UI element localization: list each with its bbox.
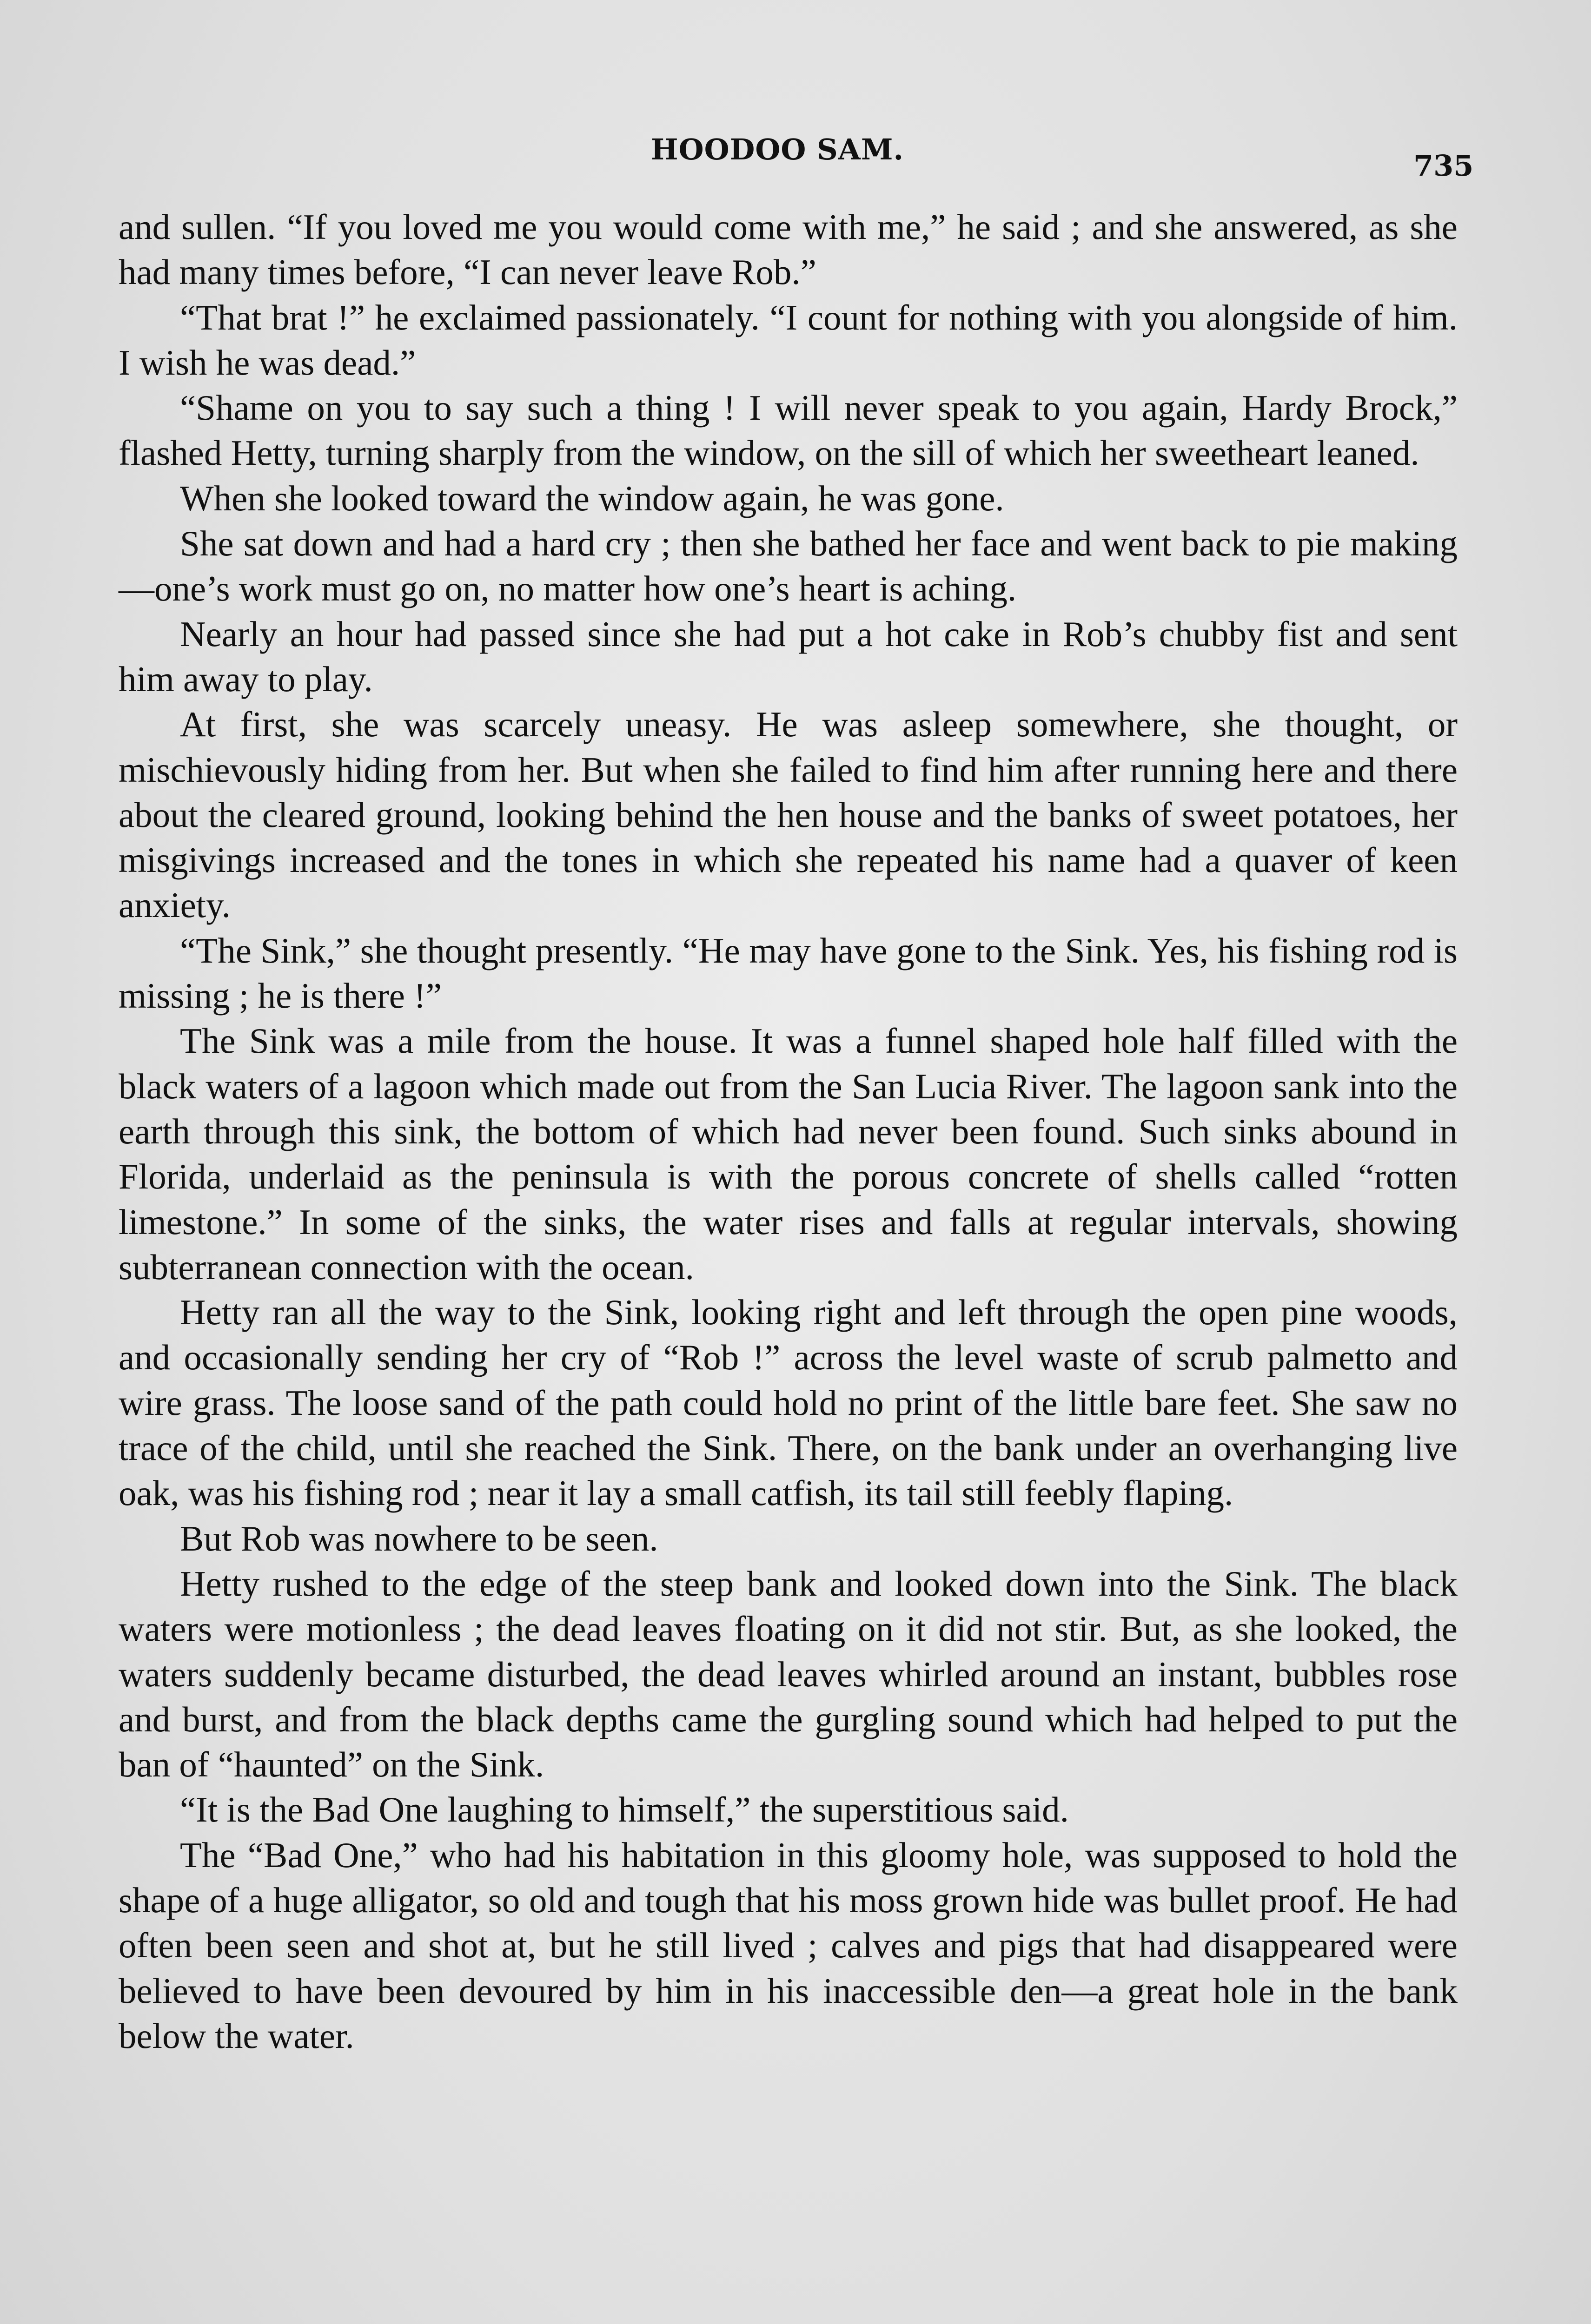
paragraph: At first, she was scarcely uneasy. He was asleep somewhere, she thought, or mischievously hiding from her. But when she failed to find him after running here and there about the cleared ground, looking behind the hen house and the banks of sweet potatoes, her misgivings increased and the tones in which she repeated his name had a quaver of keen anxiety. xyxy=(119,704,1458,925)
paragraph: “That brat !” he exclaimed passionately. “I count for nothing with you alongside of him. I wish he was dead.” xyxy=(119,297,1458,383)
paragraph: Nearly an hour had passed since she had put a hot cake in Rob’s chubby fist and sent him away to play. xyxy=(119,614,1458,699)
page-number: 735 xyxy=(1413,149,1474,183)
paragraph: “The Sink,” she thought presently. “He may have gone to the Sink. Yes, his fishing rod is missing ; he is there !” xyxy=(119,930,1458,1016)
paragraph: Hetty ran all the way to the Sink, looking right and left through the open pine woods, and occasionally sending her cry of “Rob !” across the level waste of scrub palmetto and wire grass. The loose sand of the path could hold no print of the little bare feet. She saw no trace of the child, until she reached the Sink. There, on the bank under an overhanging live oak, was his fishing rod ; near it lay a small catfish, its tail still feebly flaping. xyxy=(119,1292,1458,1513)
running-head: HOODOO SAM. xyxy=(651,132,904,166)
paragraph: But Rob was nowhere to be seen. xyxy=(180,1518,658,1558)
paragraph: When she looked toward the window again, he was gone. xyxy=(180,478,1004,518)
paragraph: and sullen. “If you loved me you would come with me,” he said ; and she answered, as she had many times before, “I can never leave Rob.” xyxy=(119,207,1458,292)
paragraph: Hetty rushed to the edge of the steep bank and looked down into the Sink. The black waters were motionless ; the dead leaves floating on it did not stir. But, as she looked, the waters suddenly became disturbed, the dead leaves whirled around an instant, bubbles rose and burst, and from the black depths came the gurgling sound which had helped to put the ban of “haunted” on the Sink. xyxy=(119,1563,1458,1785)
body-text xyxy=(119,205,1458,2059)
paragraph: She sat down and had a hard cry ; then she bathed her face and went back to pie making—one’s work must go on, no matter how one’s heart is aching. xyxy=(119,523,1458,609)
paragraph: The “Bad One,” who had his habitation in this gloomy hole, was supposed to hold the shape of a huge alligator, so old and tough that his moss grown hide was bullet proof. He had often been seen and shot at, but he still lived ; calves and pigs that had disappeared were believed to have been devoured by him in his inaccessible den—a great hole in the bank below the water. xyxy=(119,1835,1458,2056)
paragraph: The Sink was a mile from the house. It was a funnel shaped hole half filled with the black waters of a lagoon which made out from the San Lucia River. The lagoon sank into the earth through this sink, the bottom of which had never been found. Such sinks abound in Florida, underlaid as the peninsula is with the porous concrete of shells called “rotten limestone.” In some of the sinks, the water rises and falls at regular intervals, showing subterranean connection with the ocean. xyxy=(119,1021,1458,1287)
paragraph: “Shame on you to say such a thing ! I will never speak to you again, Hardy Brock,” flashed Hetty, turning sharply from the window, on the sill of which her sweetheart leaned. xyxy=(119,388,1458,473)
paragraph: “It is the Bad One laughing to himself,” the superstitious said. xyxy=(180,1789,1069,1830)
